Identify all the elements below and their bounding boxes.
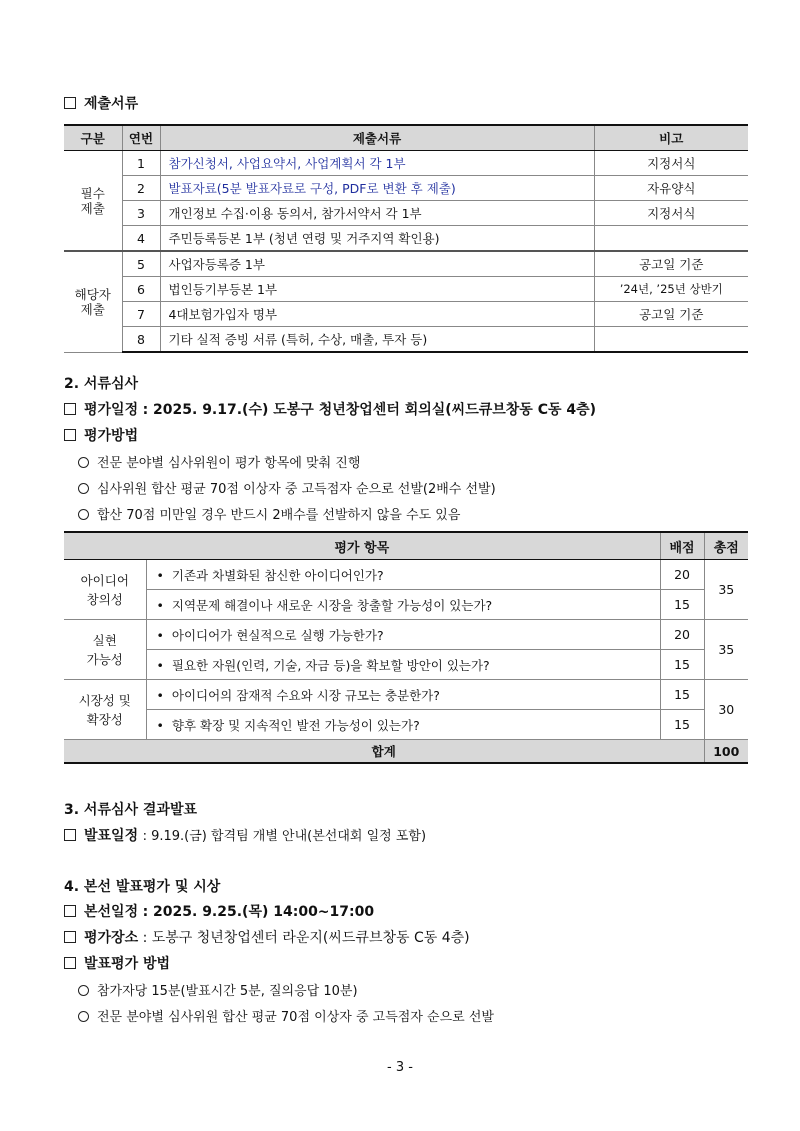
checkbox-icon — [64, 931, 76, 943]
table-row — [64, 680, 748, 710]
criteria-score: 15 — [660, 590, 704, 620]
row-number: 6 — [122, 277, 160, 302]
section-3-title: 3. 서류심사 결과발표 — [64, 802, 197, 818]
docs-heading: 제출서류 — [64, 93, 138, 113]
column-header: 비고 — [594, 125, 748, 151]
checkbox-icon — [64, 429, 76, 441]
table-row — [64, 226, 748, 252]
criteria-text: 필요한 자원(인력, 기술, 자금 등)을 확보할 방안이 있는가? — [171, 657, 490, 673]
section-4-title: 4. 본선 발표평가 및 시상 — [64, 879, 221, 895]
document-name: 발표자료(5분 발표자료로 구성, PDF로 변환 후 제출) — [160, 176, 594, 201]
bullet-dot-icon: • — [156, 627, 164, 643]
remark: 공고일 기준 — [594, 302, 748, 327]
column-header: 배점 — [660, 532, 704, 560]
criteria-category: 아이디어 창의성 — [64, 560, 146, 620]
document-name: 기타 실적 증빙 서류 (특허, 수상, 매출, 투자 등) — [160, 327, 594, 353]
remark — [594, 226, 748, 252]
table-row — [64, 710, 748, 740]
sum-row — [64, 740, 748, 764]
table-row — [64, 650, 748, 680]
remark — [594, 327, 748, 353]
table-header-row — [64, 532, 748, 560]
checkbox-icon — [64, 905, 76, 917]
table-row — [64, 590, 748, 620]
list-item: 심사위원 합산 평균 70점 이상자 중 고득점자 순으로 선발(2배수 선발) — [78, 478, 496, 497]
table-row — [64, 176, 748, 201]
criteria-item — [146, 590, 660, 620]
column-header: 평가 항목 — [64, 532, 660, 560]
presentation-method-heading: 발표평가 방법 — [64, 953, 170, 973]
circle-bullet-icon — [78, 509, 89, 520]
criteria-category: 실현 가능성 — [64, 620, 146, 680]
category-cell: 필수 제출 — [64, 151, 122, 252]
criteria-text: 아이디어가 현실적으로 실행 가능한가? — [171, 627, 384, 643]
criteria-text: 향후 확장 및 지속적인 발전 가능성이 있는가? — [171, 717, 420, 733]
remark: 지정서식 — [594, 151, 748, 176]
checkbox-icon — [64, 403, 76, 415]
row-number: 5 — [122, 251, 160, 277]
table-row — [64, 201, 748, 226]
evaluation-method-heading: 평가방법 — [64, 425, 138, 445]
category-total: 35 — [704, 620, 748, 680]
criteria-item — [146, 620, 660, 650]
row-number: 3 — [122, 201, 160, 226]
table-row — [64, 302, 748, 327]
column-header: 총점 — [704, 532, 748, 560]
bullet-dot-icon: • — [156, 717, 164, 733]
criteria-score: 20 — [660, 620, 704, 650]
document-name: 사업자등록증 1부 — [160, 251, 594, 277]
announcement-schedule: 발표일정 : 9.19.(금) 합격팀 개별 안내(본선대회 일정 포함) — [64, 825, 426, 845]
sum-label: 합계 — [64, 740, 704, 764]
column-header: 연번 — [122, 125, 160, 151]
table-row — [64, 327, 748, 353]
circle-bullet-icon — [78, 985, 89, 996]
column-header: 구분 — [64, 125, 122, 151]
evaluation-criteria-table — [64, 531, 748, 764]
category-cell: 해당자 제출 — [64, 251, 122, 352]
category-total: 35 — [704, 560, 748, 620]
bullet-dot-icon: • — [156, 567, 164, 583]
circle-bullet-icon — [78, 1011, 89, 1022]
document-name: 4대보험가입자 명부 — [160, 302, 594, 327]
checkbox-icon — [64, 829, 76, 841]
row-number: 4 — [122, 226, 160, 252]
bullet-dot-icon: • — [156, 597, 164, 613]
bullet-dot-icon: • — [156, 657, 164, 673]
table-row — [64, 277, 748, 302]
criteria-score: 20 — [660, 560, 704, 590]
page-number: - 3 - — [387, 1060, 413, 1075]
table-row — [64, 620, 748, 650]
list-item: 합산 70점 미만일 경우 반드시 2배수를 선발하지 않을 수도 있음 — [78, 504, 460, 523]
evaluation-place: 평가장소 : 도봉구 청년창업센터 라운지(씨드큐브창동 C동 4층) — [64, 927, 470, 947]
circle-bullet-icon — [78, 483, 89, 494]
criteria-text: 기존과 차별화된 참신한 아이디어인가? — [171, 567, 384, 583]
row-number: 7 — [122, 302, 160, 327]
row-number: 1 — [122, 151, 160, 176]
list-item: 전문 분야별 심사위원 합산 평균 70점 이상자 중 고득점자 순으로 선발 — [78, 1006, 494, 1025]
table-row — [64, 560, 748, 590]
bullet-dot-icon: • — [156, 687, 164, 703]
document-name: 참가신청서, 사업요약서, 사업계획서 각 1부 — [160, 151, 594, 176]
table-header-row — [64, 125, 748, 151]
criteria-item — [146, 560, 660, 590]
criteria-item — [146, 650, 660, 680]
evaluation-schedule: 평가일정 : 2025. 9.17.(수) 도봉구 청년창업센터 회의실(씨드큐브창동 C동 4층) — [64, 399, 596, 419]
remark: ’24년, ’25년 상반기 — [594, 277, 748, 302]
column-header: 제출서류 — [160, 125, 594, 151]
remark: 자유양식 — [594, 176, 748, 201]
criteria-score: 15 — [660, 710, 704, 740]
criteria-item — [146, 710, 660, 740]
list-item: 전문 분야별 심사위원이 평가 항목에 맞춰 진행 — [78, 452, 360, 471]
criteria-category: 시장성 및 확장성 — [64, 680, 146, 740]
remark: 공고일 기준 — [594, 251, 748, 277]
row-number: 8 — [122, 327, 160, 353]
list-item: 참가자당 15분(발표시간 5분, 질의응답 10분) — [78, 980, 358, 999]
criteria-item — [146, 680, 660, 710]
sum-value: 100 — [704, 740, 748, 764]
criteria-text: 지역문제 해결이나 새로운 시장을 창출할 가능성이 있는가? — [171, 597, 493, 613]
remark: 지정서식 — [594, 201, 748, 226]
document-name: 개인정보 수집·이용 동의서, 참가서약서 각 1부 — [160, 201, 594, 226]
required-documents-table — [64, 124, 748, 353]
document-name: 법인등기부등본 1부 — [160, 277, 594, 302]
document-name: 주민등록등본 1부 (청년 연령 및 거주지역 확인용) — [160, 226, 594, 252]
checkbox-icon — [64, 957, 76, 969]
criteria-text: 아이디어의 잠재적 수요와 시장 규모는 충분한가? — [171, 687, 440, 703]
table-row — [64, 151, 748, 176]
circle-bullet-icon — [78, 457, 89, 468]
criteria-score: 15 — [660, 680, 704, 710]
checkbox-icon — [64, 97, 76, 109]
final-schedule: 본선일정 : 2025. 9.25.(목) 14:00~17:00 — [64, 901, 374, 921]
criteria-score: 15 — [660, 650, 704, 680]
category-total: 30 — [704, 680, 748, 740]
row-number: 2 — [122, 176, 160, 201]
section-2-title: 2. 서류심사 — [64, 376, 139, 392]
table-row — [64, 251, 748, 277]
